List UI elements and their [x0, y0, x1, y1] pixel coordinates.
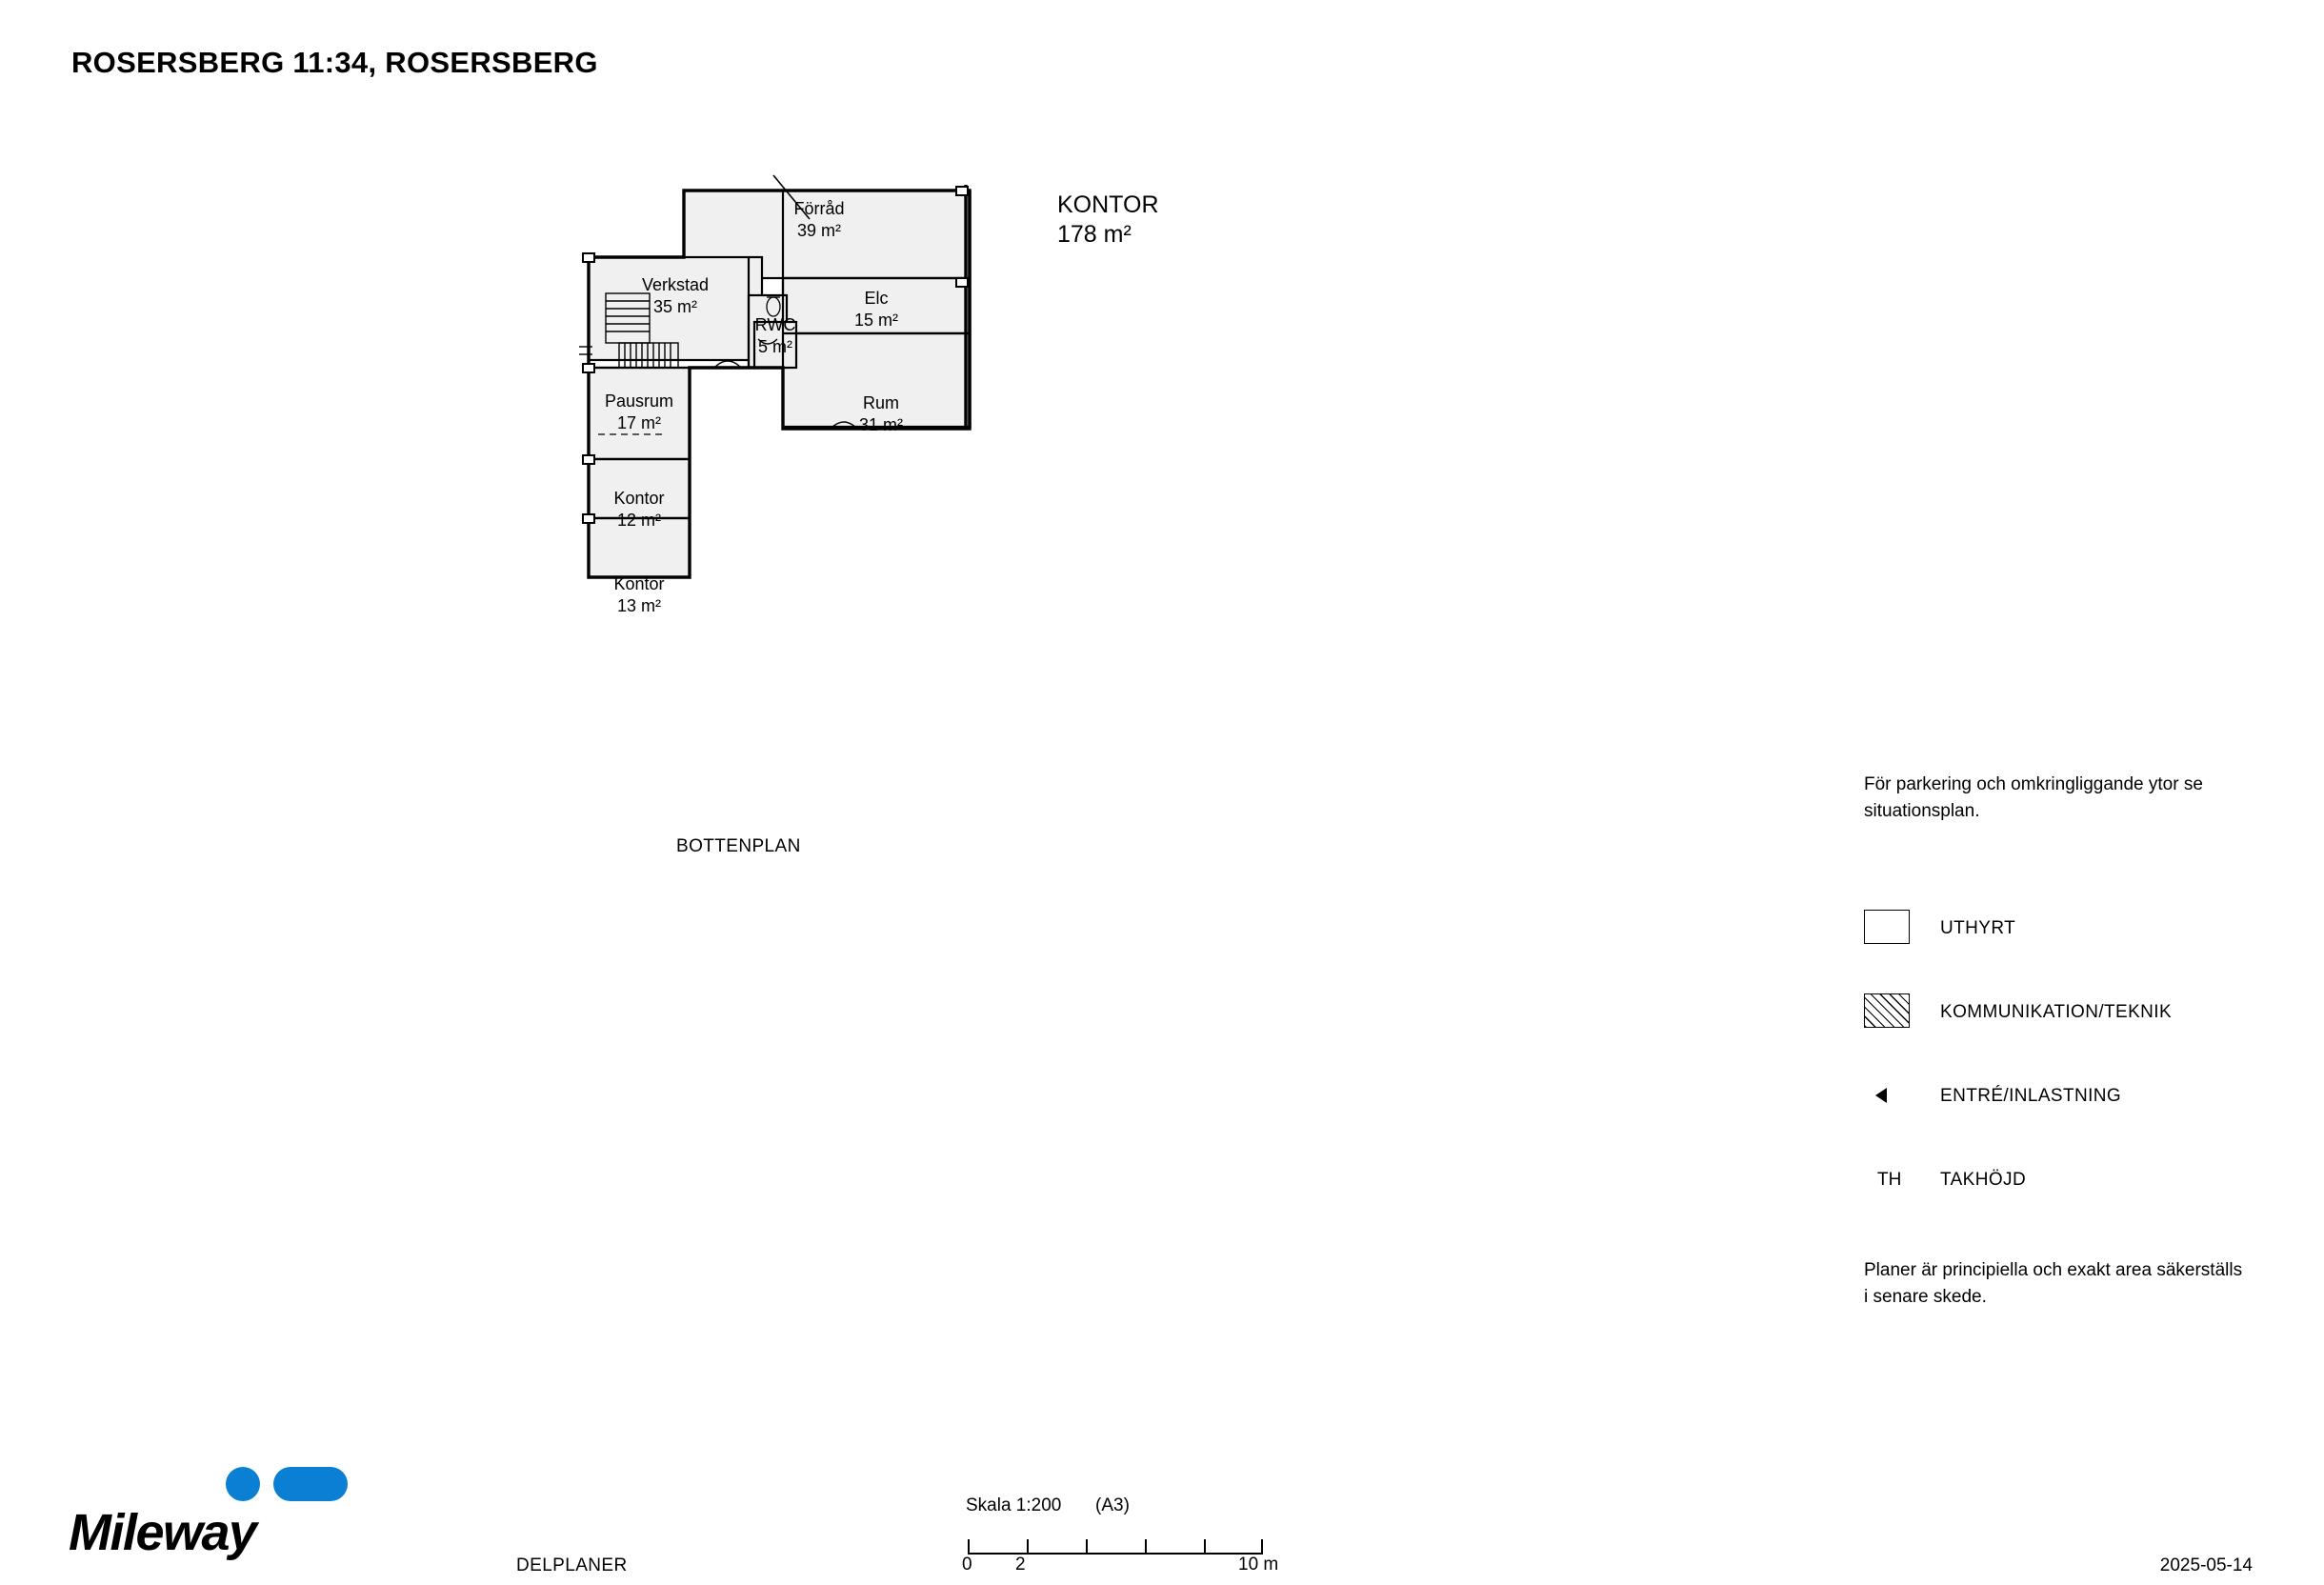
- scale-block: [962, 1495, 1343, 1575]
- kontor-callout-name: KONTOR: [1057, 191, 1159, 218]
- scale-tick-2: 2: [1015, 1555, 1026, 1575]
- room-name: Elc: [864, 289, 889, 308]
- legend-abbr: TH: [1877, 1170, 1902, 1190]
- room-name: Kontor: [613, 574, 665, 593]
- room-name: Kontor: [613, 489, 665, 508]
- logo-text: Mileway: [69, 1504, 256, 1561]
- legend-item-kommunikation: [1864, 993, 2274, 1032]
- legend-symbol-th: [1864, 1161, 1912, 1197]
- legend-label: KOMMUNIKATION/TEKNIK: [1940, 1002, 2173, 1022]
- logo-dot-icon: [226, 1467, 260, 1501]
- legend-item-takhojd: [1864, 1161, 2274, 1199]
- legend-item-uthyrt: [1864, 910, 2274, 948]
- scale-bar: [968, 1534, 1263, 1555]
- kontor-callout-area: 178 m²: [1057, 221, 1132, 249]
- floor-label: BOTTENPLAN: [676, 836, 801, 856]
- legend-symbol-triangle-icon: [1864, 1077, 1912, 1114]
- room-label-pausrum: [582, 391, 696, 433]
- room-name: Förråd: [793, 199, 845, 218]
- parking-note: För parkering och omkringliggande ytor se situationsplan.: [1864, 774, 2203, 821]
- room-name: Pausrum: [604, 391, 674, 411]
- drawing-type-label: DELPLANER: [516, 1555, 628, 1575]
- legend: [1864, 910, 2274, 1245]
- room-label-rwc: [728, 314, 823, 357]
- logo-pill-icon: [273, 1467, 348, 1501]
- room-area: 31 m²: [858, 414, 903, 434]
- date-label: 2025-05-14: [2159, 1555, 2253, 1575]
- kontor-callout: [1057, 191, 1159, 251]
- legend-label: ENTRÉ/INLASTNING: [1940, 1086, 2122, 1106]
- legend-label: UTHYRT: [1940, 918, 2016, 938]
- room-label-rum: [824, 392, 938, 435]
- room-area: 13 m²: [616, 595, 661, 615]
- room-area: 15 m²: [853, 310, 898, 330]
- legend-symbol-box: [1864, 910, 1912, 946]
- room-label-forrad: [762, 198, 876, 241]
- legend-label: TAKHÖJD: [1940, 1170, 2027, 1190]
- scale-label: Skala 1:200: [966, 1495, 1062, 1515]
- mileway-logo: [69, 1457, 354, 1562]
- room-label-elc: [819, 288, 933, 331]
- principle-note: Planer är principiella och exakt area säkerställs i senare skede.: [1864, 1260, 2243, 1307]
- room-area: 17 m²: [616, 412, 661, 432]
- room-area: 12 m²: [616, 510, 661, 530]
- room-area: 5 m²: [758, 336, 792, 356]
- room-name: RWC: [754, 315, 796, 334]
- room-label-kontor-12: [582, 488, 696, 531]
- room-name: Rum: [862, 393, 899, 412]
- floor-plan-drawing: [571, 143, 1352, 895]
- legend-item-entre: [1864, 1077, 2274, 1115]
- room-label-verkstad: [618, 274, 732, 317]
- scale-tick-10: 10 m: [1238, 1555, 1279, 1575]
- page-title: ROSERSBERG 11:34, ROSERSBERG: [71, 46, 598, 79]
- scale-tick-0: 0: [962, 1555, 972, 1575]
- legend-symbol-hatch: [1864, 993, 1912, 1030]
- room-name: Verkstad: [641, 275, 710, 294]
- room-area: 39 m²: [796, 220, 841, 240]
- paper-size-label: (A3): [1095, 1495, 1130, 1515]
- room-area: 35 m²: [652, 296, 697, 316]
- room-label-kontor-13: [582, 573, 696, 616]
